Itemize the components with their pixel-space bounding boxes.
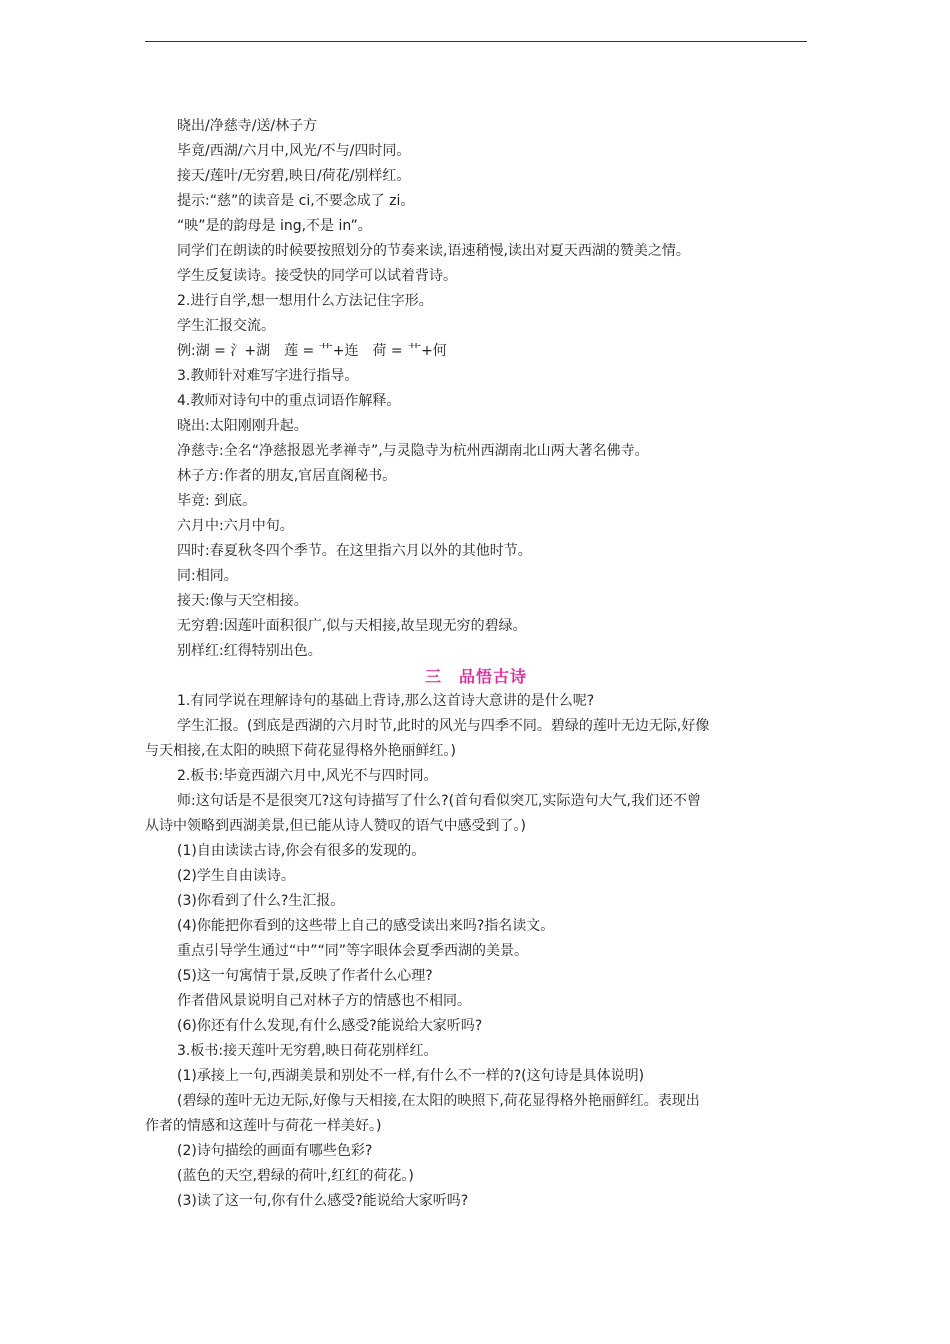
- paragraph-text: (6)你还有什么发现,有什么感受?能说给大家听吗?: [177, 1018, 483, 1034]
- paragraph-text: (碧绿的莲叶无边无际,好像与天相接,在太阳的映照下,荷花显得格外艳丽鲜红。表现出: [177, 1093, 700, 1109]
- paragraph-text: 2.板书:毕竟西湖六月中,风光不与四时同。: [177, 768, 438, 784]
- paragraph: [145, 764, 807, 789]
- paragraph: [145, 1189, 807, 1214]
- paragraph: [145, 939, 807, 964]
- paragraph-text: 学生汇报。(到底是西湖的六月时节,此时的风光与四季不同。碧绿的莲叶无边无际,好像: [177, 718, 710, 734]
- paragraph-text: (2)诗句描绘的画面有哪些色彩?: [177, 1143, 373, 1159]
- text-line: 毕竟/西湖/六月中,风光/不与/四时同。: [177, 143, 411, 159]
- paragraph: [145, 1064, 807, 1089]
- text-line: 别样红:红得特别出色。: [177, 643, 322, 659]
- text-line: 林子方:作者的朋友,官居直阁秘书。: [177, 468, 397, 484]
- text-line: 提示:“慈”的读音是 ci,不要念成了 zi。: [177, 193, 415, 209]
- paragraph-text: 3.板书:接天莲叶无穷碧,映日荷花别样红。: [177, 1043, 438, 1059]
- text-line: 晓出:太阳刚刚升起。: [177, 418, 308, 434]
- text-line: 学生反复读诗。接受快的同学可以试着背诗。: [177, 268, 457, 284]
- paragraph: [145, 714, 807, 764]
- text-line: “映”是的韵母是 ing,不是 in”。: [177, 218, 372, 234]
- text-line: 毕竟: 到底。: [177, 493, 257, 509]
- paragraph-text: (蓝色的天空,碧绿的荷叶,红红的荷花。): [177, 1168, 414, 1184]
- paragraph: [145, 689, 807, 714]
- paragraph: [145, 914, 807, 939]
- header-rule: [145, 41, 807, 42]
- paragraph: [145, 1014, 807, 1039]
- text-line: 净慈寺:全名“净慈报恩光孝禅寺”,与灵隐寺为杭州西湖南北山两大著名佛寺。: [177, 443, 649, 459]
- paragraph: [145, 964, 807, 989]
- paragraph-text: 作者借风景说明自己对林子方的情感也不相同。: [177, 993, 471, 1009]
- paragraph-text: (1)自由读读古诗,你会有很多的发现的。: [177, 843, 426, 859]
- paragraph: [145, 789, 807, 839]
- paragraph-text: 1.有同学说在理解诗句的基础上背诗,那么这首诗大意讲的是什么呢?: [177, 693, 595, 709]
- paragraph-continuation: 作者的情感和这莲叶与荷花一样美好。): [145, 1118, 382, 1134]
- paragraph: [145, 889, 807, 914]
- paragraph-text: 重点引导学生通过“中”“同”等字眼体会夏季西湖的美景。: [177, 943, 529, 959]
- paragraph: [145, 839, 807, 864]
- text-line: 四时:春夏秋冬四个季节。在这里指六月以外的其他时节。: [177, 543, 532, 559]
- section-heading: 三 品悟古诗: [424, 667, 527, 686]
- text-line: 4.教师对诗句中的重点词语作解释。: [177, 393, 401, 409]
- paragraph-continuation: 从诗中领略到西湖美景,但已能从诗人赞叹的语气中感受到了。): [145, 818, 526, 834]
- paragraph-continuation: 与天相接,在太阳的映照下荷花显得格外艳丽鲜红。): [145, 743, 456, 759]
- paragraph: [145, 1139, 807, 1164]
- paragraph-text: (2)学生自由读诗。: [177, 868, 295, 884]
- text-line: 接天:像与天空相接。: [177, 593, 308, 609]
- text-line: 接天/莲叶/无穷碧,映日/荷花/别样红。: [177, 168, 411, 184]
- paragraph-text: (5)这一句寓情于景,反映了作者什么心理?: [177, 968, 433, 984]
- paragraph: [145, 1164, 807, 1189]
- text-line: 同学们在朗读的时候要按照划分的节奏来读,语速稍慢,读出对夏天西湖的赞美之情。: [177, 243, 690, 259]
- text-line: 例:湖 = 氵+湖 莲 = 艹+连 荷 = 艹+何: [177, 343, 447, 359]
- paragraph-text: (3)你看到了什么?生汇报。: [177, 893, 345, 909]
- paragraph: [145, 864, 807, 889]
- paragraph: [145, 1039, 807, 1064]
- paragraph-text: (4)你能把你看到的这些带上自己的感受读出来吗?指名读文。: [177, 918, 555, 934]
- text-line: 无穷碧:因莲叶面积很广,似与天相接,故呈现无穷的碧绿。: [177, 618, 527, 634]
- text-line: 六月中:六月中旬。: [177, 518, 294, 534]
- paragraph: [145, 989, 807, 1014]
- paragraph: [145, 1089, 807, 1139]
- paragraph-text: 师:这句话是不是很突兀?这句诗描写了什么?(首句看似突兀,实际造句大气,我们还不曾: [177, 793, 701, 809]
- document-body: [145, 114, 807, 1214]
- text-line: 学生汇报交流。: [177, 318, 275, 334]
- text-line: 3.教师针对难写字进行指导。: [177, 368, 359, 384]
- paragraph-text: (3)读了这一句,你有什么感受?能说给大家听吗?: [177, 1193, 469, 1209]
- text-line: 同:相同。: [177, 568, 238, 584]
- text-line: 2.进行自学,想一想用什么方法记住字形。: [177, 293, 433, 309]
- text-line: 晓出/净慈寺/送/林子方: [177, 118, 318, 134]
- paragraph-text: (1)承接上一句,西湖美景和别处不一样,有什么不一样的?(这句诗是具体说明): [177, 1068, 645, 1084]
